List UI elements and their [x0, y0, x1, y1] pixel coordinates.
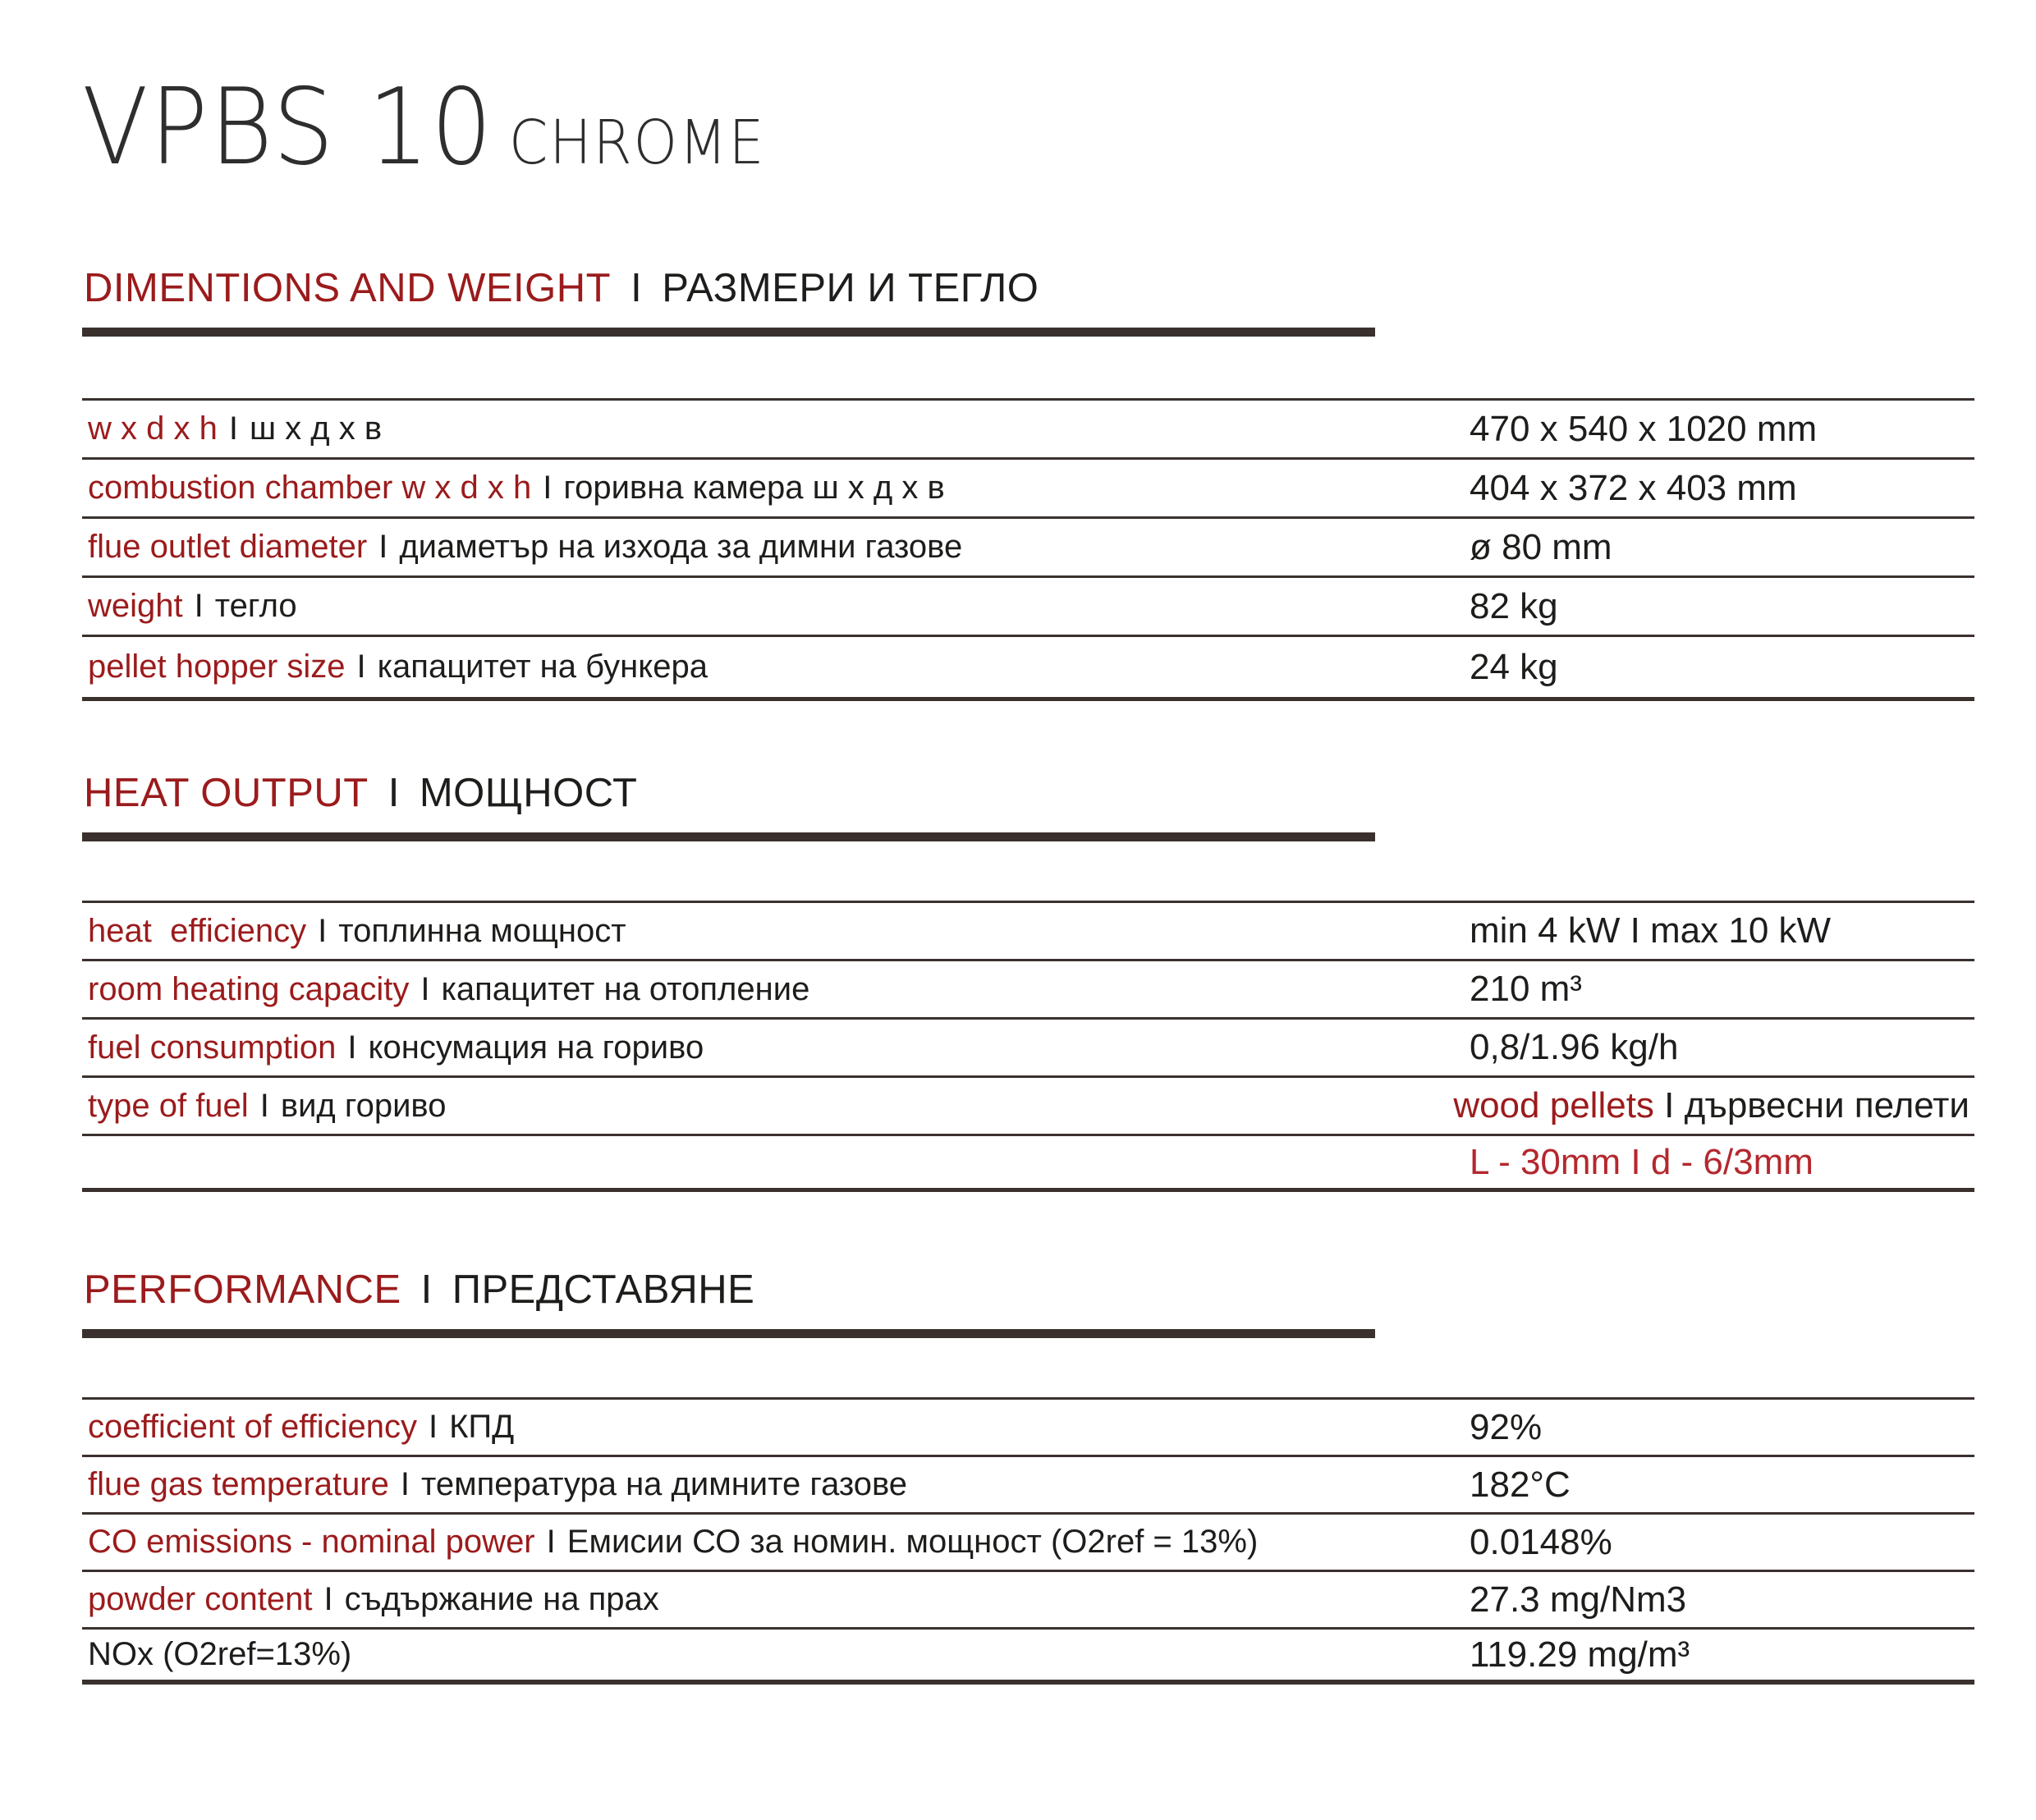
- row-label-bg: Емисии СО за номин. мощност (O2ref = 13%): [566, 1524, 1259, 1560]
- section-heading-en: PERFORMANCE: [84, 1268, 401, 1312]
- row-label-en: flue gas temperature: [88, 1466, 389, 1502]
- row-label: [88, 470, 1470, 507]
- label-separator: I: [323, 1581, 333, 1617]
- row-label: [88, 1088, 1453, 1125]
- section-underline-bar: [82, 1329, 1375, 1338]
- label-separator: I: [194, 588, 204, 624]
- row-value: 82 kg: [1470, 585, 1558, 626]
- spec-row: [82, 1455, 1974, 1512]
- section-heading: [84, 267, 1039, 311]
- section-heading-bg: ПРЕДСТАВЯНЕ: [452, 1268, 755, 1312]
- row-label: [88, 1581, 1470, 1618]
- row-label: [88, 1409, 1470, 1446]
- row-label-bg: капацитет на бункера: [377, 649, 708, 685]
- row-value: 210 m³: [1470, 969, 1582, 1009]
- spec-row: [82, 398, 1974, 457]
- row-value-part: I: [1653, 1085, 1685, 1125]
- row-label-en: coefficient of efficiency: [88, 1409, 417, 1445]
- row-label-bg: топлинна мощност: [338, 912, 626, 949]
- row-value: 470 x 540 x 1020 mm: [1470, 408, 1818, 449]
- row-label-en: flue outlet diameter: [88, 529, 368, 565]
- row-label-bg: КПД: [449, 1409, 515, 1445]
- section-heading-en: HEAT OUTPUT: [84, 771, 369, 815]
- row-label-en: CO emissions - nominal power: [88, 1524, 535, 1560]
- row-value: [1453, 1085, 1974, 1126]
- heading-separator: I: [387, 771, 400, 815]
- row-value: 27.3 mg/Nm3: [1470, 1579, 1687, 1620]
- spec-row: [82, 1512, 1974, 1570]
- label-separator: I: [378, 529, 388, 565]
- row-label-bg: вид гориво: [280, 1087, 447, 1124]
- row-label: [88, 1636, 1470, 1673]
- spec-row: [82, 1570, 1974, 1627]
- label-separator: I: [318, 912, 328, 949]
- row-label-en: w x d x h: [88, 410, 218, 447]
- spec-table-heat-output: [82, 901, 1974, 1192]
- heading-separator: I: [631, 266, 643, 310]
- row-label-plain: NOx (O2ref=13%): [88, 1636, 352, 1672]
- row-label: [88, 410, 1470, 447]
- row-label: [88, 971, 1470, 1008]
- row-label: [88, 1029, 1470, 1066]
- label-separator: I: [356, 649, 366, 685]
- row-value: 404 x 372 x 403 mm: [1470, 467, 1797, 508]
- spec-row: [82, 516, 1974, 575]
- row-value: 24 kg: [1470, 646, 1558, 687]
- product-variant: CHROME: [508, 108, 766, 178]
- row-label-en: combustion chamber w x d x h: [88, 470, 532, 506]
- row-label-bg: капацитет на отопление: [441, 970, 810, 1007]
- row-value-part: L - 30mm I d - 6/3mm: [1470, 1141, 1814, 1182]
- label-separator: I: [546, 1524, 556, 1560]
- row-label-en: type of fuel: [88, 1087, 249, 1124]
- section-underline-bar: [82, 832, 1375, 841]
- spec-row: [82, 1627, 1974, 1685]
- spec-row: [82, 1017, 1974, 1075]
- row-label-en: heat efficiency: [88, 912, 307, 949]
- label-separator: I: [228, 410, 238, 447]
- label-separator: I: [400, 1466, 410, 1502]
- row-label-bg: горивна камера ш х д х в: [563, 470, 945, 506]
- section-heading-bg: МОЩНОСТ: [419, 771, 638, 815]
- spec-row: [82, 1397, 1974, 1455]
- spec-table-performance: [82, 1397, 1974, 1685]
- row-value-part: дървесни пелети: [1684, 1085, 1970, 1125]
- label-separator: I: [420, 970, 430, 1007]
- section-heading: [84, 1268, 754, 1313]
- row-label: [88, 649, 1470, 685]
- row-label-en: pellet hopper size: [88, 649, 346, 685]
- label-separator: I: [347, 1029, 357, 1066]
- section-heading-bg: РАЗМЕРИ И ТЕГЛО: [662, 266, 1039, 310]
- row-label: [88, 1466, 1470, 1503]
- row-label-bg: тегло: [214, 588, 297, 624]
- row-label: [88, 588, 1470, 625]
- spec-row: [82, 635, 1974, 701]
- spec-row: [82, 575, 1974, 635]
- row-value: [1470, 1142, 1974, 1183]
- row-label-bg: диаметър на изхода за димни газове: [399, 529, 963, 565]
- row-label: [88, 913, 1470, 950]
- section-heading-en: DIMENTIONS AND WEIGHT: [84, 266, 612, 310]
- section-heading: [84, 772, 637, 816]
- spec-row: [82, 1075, 1974, 1134]
- row-value: 0.0148%: [1470, 1521, 1612, 1562]
- row-label-bg: консумация на гориво: [368, 1029, 704, 1066]
- row-label-en: fuel consumption: [88, 1029, 337, 1066]
- spec-table-dimensions: [82, 398, 1974, 701]
- row-label-bg: ш х д х в: [249, 410, 383, 447]
- row-value-part: wood pellets: [1453, 1085, 1654, 1125]
- row-value: 0,8/1.96 kg/h: [1470, 1027, 1679, 1067]
- row-value: 92%: [1470, 1406, 1543, 1447]
- row-label: [88, 529, 1470, 566]
- spec-row: [82, 457, 1974, 516]
- row-value: 182°C: [1470, 1464, 1571, 1505]
- row-label-en: powder content: [88, 1581, 313, 1617]
- spec-row: [82, 901, 1974, 959]
- row-label-en: room heating capacity: [88, 970, 410, 1007]
- product-model: VPBS 10: [82, 66, 494, 189]
- section-underline-bar: [82, 328, 1375, 337]
- row-label-bg: съдържание на прах: [344, 1581, 659, 1617]
- product-title: [82, 66, 766, 189]
- label-separator: I: [543, 470, 553, 506]
- spec-row: [82, 959, 1974, 1017]
- row-label: [88, 1524, 1470, 1561]
- row-label-en: weight: [88, 588, 183, 624]
- label-separator: I: [259, 1087, 269, 1124]
- row-label-bg: температура на димните газове: [421, 1466, 908, 1502]
- heading-separator: I: [420, 1268, 433, 1312]
- spec-row: [82, 1134, 1974, 1192]
- row-value: ø 80 mm: [1470, 526, 1612, 567]
- row-value: 119.29 mg/m³: [1470, 1634, 1690, 1675]
- row-value: min 4 kW I max 10 kW: [1470, 910, 1832, 951]
- label-separator: I: [428, 1409, 438, 1445]
